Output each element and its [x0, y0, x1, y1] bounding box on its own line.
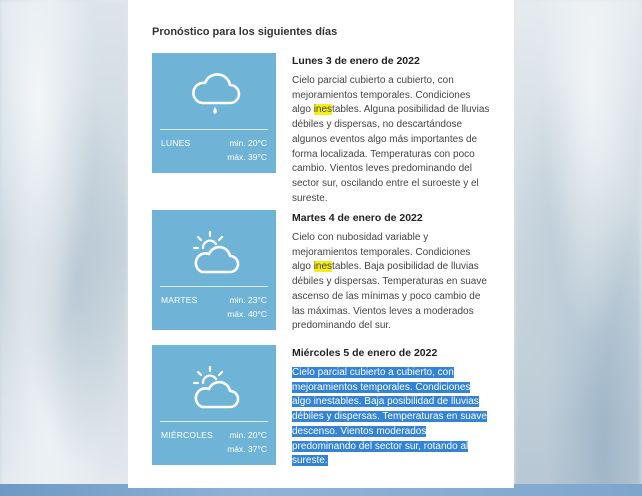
partly-cloudy-icon — [188, 228, 242, 278]
desc-text: tables. Alguna posibilidad de lluvias débiles y dispersas, no descartándose algunos eventos algo más importantes de forma localizada. Temperaturas con poco cambio. Vientos leves predominando del sector sur, oscilando entre el suroeste y el sureste. — [292, 104, 490, 204]
day-label: MARTES — [161, 295, 198, 305]
card-divider — [160, 129, 268, 130]
cloud-rain-icon — [188, 71, 242, 121]
search-highlight: ines — [313, 261, 333, 273]
card-divider — [160, 421, 268, 422]
max-temp: máx. 39°C — [227, 152, 267, 162]
forecast-card-miercoles — [152, 345, 276, 465]
desc-text: Cielo parcial cubierto a cubierto, con mejoramientos temporales. Condiciones algo — [292, 75, 471, 116]
search-highlight: ines — [313, 104, 333, 116]
card-divider — [160, 286, 268, 287]
desc-text: Cielo con nubosidad variable y mejoramientos temporales. Condiciones algo — [292, 232, 471, 273]
forecast-date: Lunes 3 de enero de 2022 — [292, 55, 420, 67]
day-label: MIÉRCOLES — [161, 430, 213, 440]
max-temp: máx. 40°C — [227, 309, 267, 319]
blurred-background-right — [514, 0, 642, 496]
day-label: LUNES — [161, 138, 191, 148]
forecast-date: Martes 4 de enero de 2022 — [292, 212, 423, 224]
desc-text: tables. Baja posibilidad de lluvias débiles y dispersas. Temperaturas en suave ascenso de las mínimas y poco cambio de las máximas. Vientos leves a moderados predominando del sur. — [292, 261, 487, 332]
selected-text[interactable]: Cielo parcial cubierto a cubierto, con mejoramientos temporales. Condiciones algo inestables. Baja posibilidad de lluvias débiles y dispersas. Temperaturas en suave descenso. Vientos moderados predominando del sector sur, rotando al sureste. — [292, 367, 487, 467]
forecast-card-lunes — [152, 53, 276, 173]
min-temp: min. 23°C — [229, 295, 267, 305]
forecast-description — [292, 74, 492, 206]
min-temp: min. 20°C — [229, 138, 267, 148]
blurred-background-left — [0, 0, 128, 496]
forecast-panel — [128, 0, 514, 488]
forecast-card-martes — [152, 210, 276, 330]
partly-cloudy-icon — [188, 363, 242, 413]
forecast-date: Miércoles 5 de enero de 2022 — [292, 347, 438, 359]
section-title: Pronóstico para los siguientes días — [152, 26, 338, 38]
forecast-description-selected[interactable] — [292, 366, 492, 469]
max-temp: máx. 37°C — [227, 444, 267, 454]
min-temp: min. 20°C — [229, 430, 267, 440]
forecast-description — [292, 231, 492, 334]
